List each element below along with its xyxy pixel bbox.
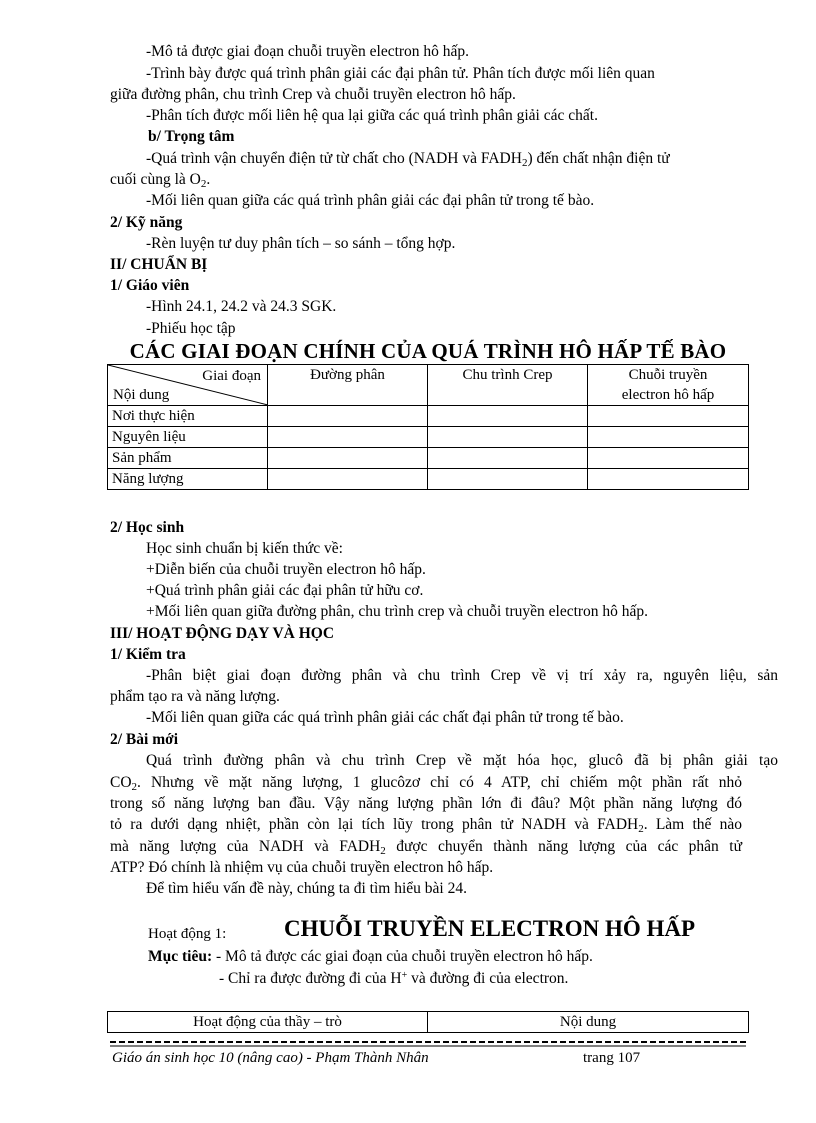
new-lesson-heading: 2/ Bài mới — [110, 731, 179, 748]
intro-bullet-2-cont: giữa đường phân, chu trình Crep và chuỗi truyền electron hô hấp. — [110, 86, 516, 103]
page-number: trang 107 — [583, 1050, 641, 1066]
intro-bullet-1: -Mô tả được giai đoạn chuỗi truyền electron hô hấp. — [146, 43, 470, 60]
row-label-products: Sản phẩm — [108, 448, 268, 469]
worksheet-title: CÁC GIAI ĐOẠN CHÍNH CỦA QUÁ TRÌNH HÔ HẤP TẾ BÀO — [129, 339, 727, 363]
table-cell — [428, 448, 588, 469]
paragraph-line-4: tỏ ra dưới dạng nhiệt, phần còn lại tích lũy trong phân tử NADH và $FADH_2$. Làm thế nào — [110, 816, 742, 835]
intro-bullet-2: -Trình bày được quá trình phân giải các đại phân tử. Phân tích được mối liên quan — [146, 65, 655, 82]
corner-label-stage: Giai đoạn — [202, 368, 261, 384]
column-header-krebs: Chu trình Crep — [428, 365, 588, 406]
column-header-content: Nội dung — [428, 1012, 749, 1033]
table-cell — [588, 448, 749, 469]
table-cell — [428, 427, 588, 448]
teaching-heading: III/ HOẠT ĐỘNG DẠY VÀ HỌC — [110, 625, 335, 642]
footer-author: Giáo án sinh học 10 (nâng cao) - Phạm Thành Nhân — [112, 1050, 429, 1066]
column-header-etc — [588, 365, 749, 406]
focus-line-3: -Mối liên quan giữa các quá trình phân giải các đại phân tử trong tế bào. — [146, 192, 595, 209]
corner-label-content: Nội dung — [113, 387, 170, 403]
table-cell — [428, 469, 588, 490]
worksheet-table — [107, 364, 749, 490]
table-cell — [588, 427, 749, 448]
table-cell — [268, 469, 428, 490]
row-label-energy: Năng lượng — [108, 469, 268, 490]
table-cell — [428, 406, 588, 427]
prep-heading: II/ CHUẨN BỊ — [110, 256, 208, 273]
row-label-inputs: Nguyên liệu — [108, 427, 268, 448]
paragraph-line-2: $CO_2$. Nhưng về mặt năng lượng, 1 glucôzơ chỉ có 4 ATP, chỉ chiếm một phần rất nhỏ — [110, 774, 742, 793]
teacher-heading: 1/ Giáo viên — [110, 277, 190, 294]
activity-goal-2: - Chỉ ra được đường đi của H+ và đường đi của electron. — [219, 970, 569, 987]
table-cell — [268, 406, 428, 427]
check-item-1: -Phân biệt giai đoạn đường phân và chu trình Crep về vị trí xảy ra, nguyên liệu, sản — [146, 667, 778, 684]
table-row — [108, 448, 749, 469]
activity-label: Hoạt động 1: — [148, 926, 227, 942]
focus-line-2: cuối cùng là $O_2$. — [110, 171, 211, 190]
column-header-etc-line1: Chuỗi truyền — [628, 367, 708, 383]
worksheet-header-row — [108, 365, 749, 406]
focus-line-1: -Quá trình vận chuyển điện tử từ chất cho (NADH và $FADH_2$) đến chất nhận điện tử — [146, 150, 670, 169]
footer-rule — [110, 1040, 746, 1048]
students-intro: Học sinh chuẩn bị kiến thức về: — [146, 540, 343, 557]
check-heading: 1/ Kiểm tra — [110, 646, 186, 663]
check-item-1-cont: phẩm tạo ra và năng lượng. — [110, 688, 280, 705]
paragraph-line-5: mà năng lượng của NADH và $FADH_2$ được chuyển thành năng lượng của các phân tử — [110, 838, 742, 857]
skills-heading: 2/ Kỹ năng — [110, 214, 183, 231]
paragraph-line-1: Quá trình đường phân và chu trình Crep về mặt hóa học, glucô đã bị phân giải tạo — [146, 752, 778, 769]
table-cell — [588, 406, 749, 427]
table-cell — [588, 469, 749, 490]
activity-title: CHUỖI TRUYỀN ELECTRON HÔ HẤP — [284, 916, 696, 941]
prep-item-2: -Phiếu học tập — [146, 320, 236, 337]
students-heading: 2/ Học sinh — [110, 519, 185, 536]
paragraph-line-6: ATP? Đó chính là nhiệm vụ của chuỗi truyền electron hô hấp. — [110, 859, 494, 876]
check-item-2: -Mối liên quan giữa các quá trình phân giải các chất đại phân tử trong tế bào. — [146, 709, 624, 726]
students-item-1: +Diễn biến của chuỗi truyền electron hô hấp. — [146, 561, 426, 578]
table-cell — [268, 448, 428, 469]
column-header-activity: Hoạt động của thầy – trò — [108, 1012, 428, 1033]
column-header-glycolysis: Đường phân — [268, 365, 428, 406]
worksheet-corner-cell — [108, 365, 268, 406]
activity-table — [107, 1011, 749, 1033]
activity-table-header — [108, 1012, 749, 1033]
students-item-2: +Quá trình phân giải các đại phân tử hữu cơ. — [146, 582, 424, 599]
goal-label: Mục tiêu: — [148, 948, 213, 965]
row-label-location: Nơi thực hiện — [108, 406, 268, 427]
students-item-3: +Mối liên quan giữa đường phân, chu trình crep và chuỗi truyền electron hô hấp. — [146, 603, 649, 620]
table-row — [108, 427, 749, 448]
column-header-etc-line2: electron hô hấp — [621, 387, 715, 403]
skills-text: -Rèn luyện tư duy phân tích – so sánh – tổng hợp. — [146, 235, 456, 252]
focus-heading: b/ Trọng tâm — [148, 128, 235, 145]
prep-item-1: -Hình 24.1, 24.2 và 24.3 SGK. — [146, 298, 337, 315]
table-cell — [268, 427, 428, 448]
paragraph-line-3: trong số năng lượng ban đầu. Vậy năng lượng phần lớn đi đâu? Một phần năng lượng đó — [110, 795, 742, 812]
paragraph-line-7: Để tìm hiểu vấn đề này, chúng ta đi tìm hiểu bài 24. — [146, 880, 467, 897]
table-row — [108, 469, 749, 490]
activity-goal-1: Mục tiêu: - Mô tả được các giai đoạn của chuỗi truyền electron hô hấp. — [148, 948, 593, 965]
intro-bullet-3: -Phân tích được mối liên hệ qua lại giữa các quá trình phân giải các chất. — [146, 107, 598, 124]
table-row — [108, 406, 749, 427]
